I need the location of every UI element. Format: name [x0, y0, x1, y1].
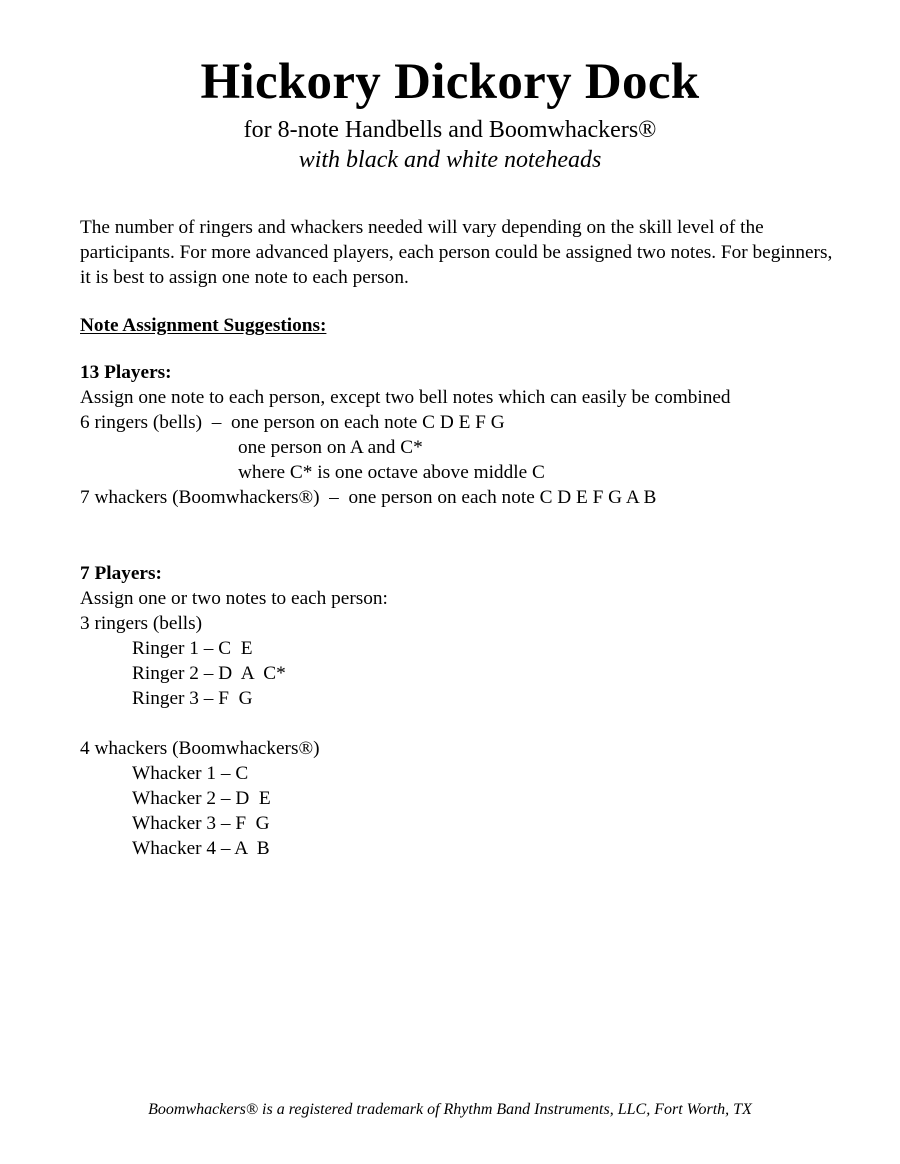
group7-heading: 7 Players:: [80, 563, 162, 584]
footer-trademark-note: Boomwhackers® is a registered trademark of Rhythm Band Instruments, LLC, Fort Worth, TX: [148, 1101, 752, 1118]
group13-ringers-line3: where C* is one octave above middle C: [238, 462, 545, 483]
whacker-item: Whacker 1 – C: [132, 763, 249, 784]
page-subtitle: for 8-note Handbells and Boomwhackers®: [243, 117, 657, 143]
page-subtitle-italic: with black and white noteheads: [298, 147, 602, 173]
whacker-item: Whacker 2 – D E: [132, 788, 271, 809]
group13-assign: Assign one note to each person, except two bell notes which can easily be combined: [80, 387, 731, 408]
page-title: Hickory Dickory Dock: [200, 54, 700, 110]
group7-ringers-label: 3 ringers (bells): [80, 613, 203, 634]
ringer-item: Ringer 2 – D A C*: [132, 663, 286, 684]
group13-ringers: 6 ringers (bells) – one person on each note C D E F G: [80, 412, 505, 433]
group7-assign: Assign one or two notes to each person:: [80, 588, 388, 609]
group7-whackers-label: 4 whackers (Boomwhackers®): [80, 738, 320, 759]
group13-heading: 13 Players:: [80, 362, 172, 383]
whacker-item: Whacker 4 – A B: [132, 838, 270, 859]
whacker-item: Whacker 3 – F G: [132, 813, 270, 834]
ringer-item: Ringer 1 – C E: [132, 638, 253, 659]
ringer-item: Ringer 3 – F G: [132, 688, 253, 709]
group13-whackers: 7 whackers (Boomwhackers®) – one person on each note C D E F G A B: [80, 487, 657, 508]
section-heading: Note Assignment Suggestions:: [80, 315, 327, 336]
intro-paragraph: The number of ringers and whackers needed will vary depending on the skill level of the participants. For more advanced players, each person could be assigned two notes. For beginners, it is best to assign one note to each person.: [80, 217, 833, 288]
group13-ringers-line2: one person on A and C*: [238, 437, 423, 458]
